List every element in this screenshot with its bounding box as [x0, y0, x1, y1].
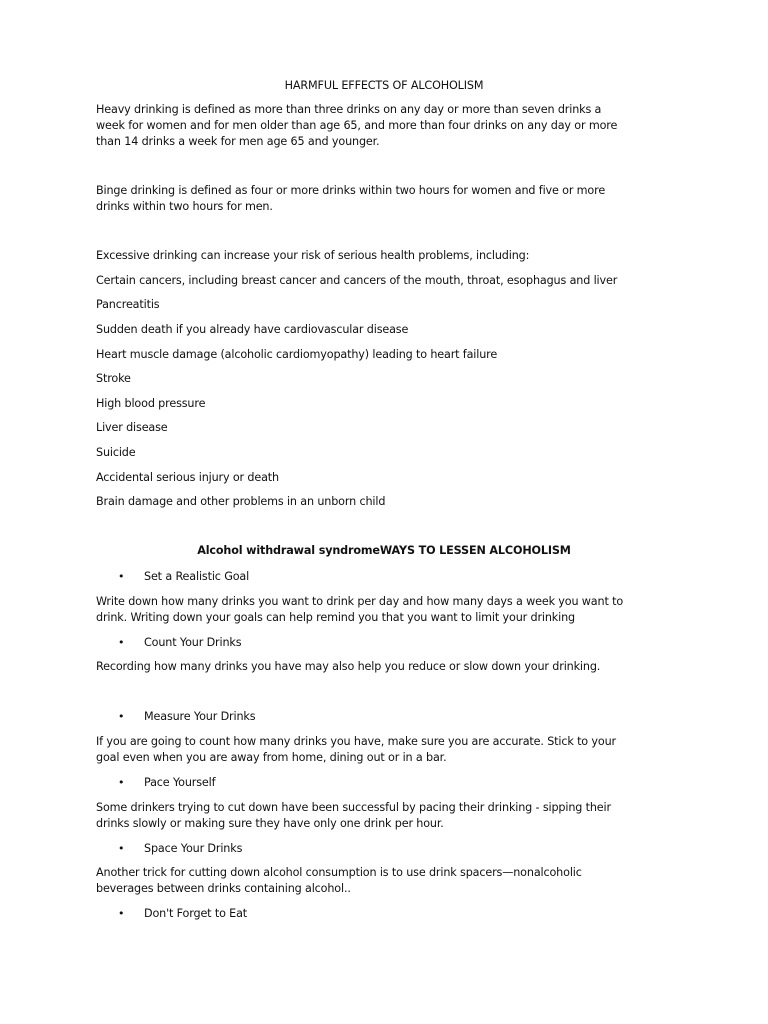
bullet-icon: •: [118, 636, 125, 649]
tip-body-line: Another trick for cutting down alcohol consumption is to use drink spacers—nonalcoholic: [96, 866, 582, 879]
bullet-icon: •: [118, 907, 125, 920]
tip-body-line: beverages between drinks containing alcohol..: [96, 882, 351, 895]
tip-body-line: Some drinkers trying to cut down have been successful by pacing their drinking - sipping their: [96, 801, 611, 814]
tip-heading: Space Your Drinks: [144, 842, 243, 855]
tip-body-line: Write down how many drinks you want to drink per day and how many days a week you want to: [96, 595, 624, 608]
bullet-icon: •: [118, 776, 125, 789]
tip-body-line: drinks slowly or making sure they have only one drink per hour.: [96, 817, 444, 830]
tip-body-line: drink. Writing down your goals can help remind you that you want to limit your drinking: [96, 611, 575, 624]
tip-heading: Set a Realistic Goal: [144, 570, 250, 583]
risk-item: Stroke: [96, 372, 131, 385]
bullet-icon: •: [118, 842, 125, 855]
risk-item: Heart muscle damage (alcoholic cardiomyopathy) leading to heart failure: [96, 348, 498, 361]
tip-body-line: If you are going to count how many drinks you have, make sure you are accurate. Stick to your: [96, 735, 616, 748]
tip-body-line: Recording how many drinks you have may also help you reduce or slow down your drinking.: [96, 660, 601, 673]
bullet-icon: •: [118, 570, 125, 583]
tip-heading: Count Your Drinks: [144, 636, 242, 649]
binge-drinking-line-2: drinks within two hours for men.: [96, 200, 273, 213]
risk-item: Liver disease: [96, 421, 168, 434]
risk-item: Brain damage and other problems in an unborn child: [96, 495, 386, 508]
risk-item: Accidental serious injury or death: [96, 471, 279, 484]
risk-item: Pancreatitis: [96, 298, 160, 311]
binge-drinking-line-1: Binge drinking is defined as four or more drinks within two hours for women and five or more: [96, 184, 606, 197]
bullet-icon: •: [118, 710, 125, 723]
page-title: HARMFUL EFFECTS OF ALCOHOLISM: [284, 79, 484, 92]
risk-item: Suicide: [96, 446, 136, 459]
section-heading: Alcohol withdrawal syndromeWAYS TO LESSEN ALCOHOLISM: [197, 544, 571, 557]
heavy-drinking-line-3: than 14 drinks a week for men age 65 and younger.: [96, 135, 380, 148]
tip-heading: Measure Your Drinks: [144, 710, 256, 723]
heavy-drinking-line-1: Heavy drinking is defined as more than three drinks on any day or more than seven drinks a: [96, 103, 602, 116]
risk-item: High blood pressure: [96, 397, 206, 410]
heavy-drinking-line-2: week for women and for men older than age 65, and more than four drinks on any day or more: [96, 119, 618, 132]
tip-heading: Pace Yourself: [144, 776, 216, 789]
tip-body-line: goal even when you are away from home, dining out or in a bar.: [96, 751, 447, 764]
risks-intro: Excessive drinking can increase your risk of serious health problems, including:: [96, 249, 530, 262]
tip-heading: Don't Forget to Eat: [144, 907, 248, 920]
risk-item: Certain cancers, including breast cancer and cancers of the mouth, throat, esophagus and liver: [96, 274, 618, 287]
risk-item: Sudden death if you already have cardiovascular disease: [96, 323, 409, 336]
